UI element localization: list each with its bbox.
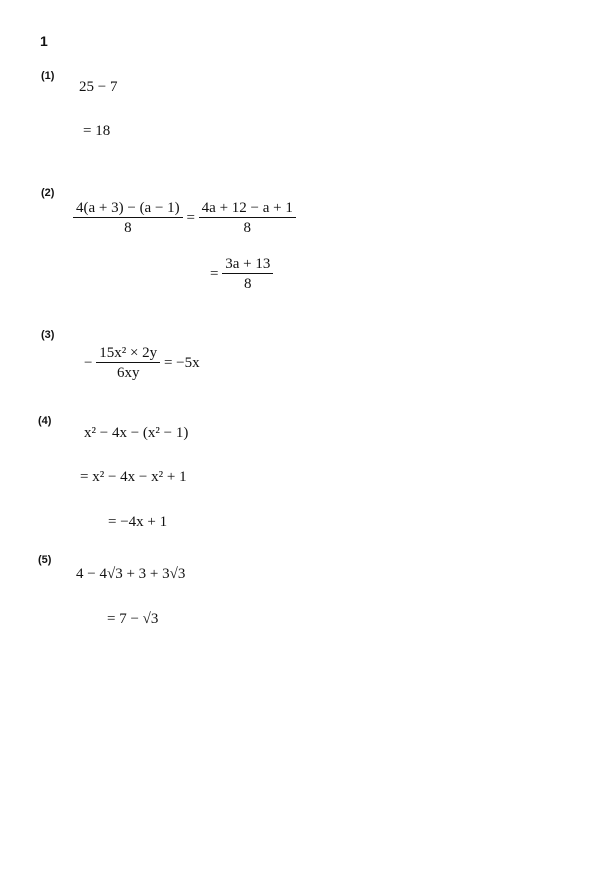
problem-4-line-3: = −4x + 1	[108, 514, 168, 530]
problem-4-label: (4)	[38, 415, 52, 427]
problem-3-fraction	[96, 344, 160, 383]
fraction-denominator: 8	[244, 276, 252, 292]
problem-1-label: (1)	[41, 70, 55, 82]
problem-1-line-2: = 18	[83, 123, 111, 139]
fraction-numerator: 3a + 13	[222, 255, 273, 274]
fraction-denominator: 8	[124, 220, 132, 236]
problem-2-fraction-2	[199, 199, 296, 238]
problem-2-label: (2)	[41, 187, 55, 199]
problem-5-line-2: = 7 − √3	[107, 611, 159, 627]
problem-1-expression: 25 − 7	[79, 79, 118, 95]
problem-4-line-2: = x² − 4x − x² + 1	[80, 469, 187, 485]
problem-2-fraction-3	[222, 255, 273, 294]
fraction-numerator: 4(a + 3) − (a − 1)	[73, 199, 183, 218]
problem-5-label: (5)	[38, 554, 52, 566]
fraction-numerator: 15x² × 2y	[96, 344, 160, 363]
problem-3-label: (3)	[41, 329, 55, 341]
problem-3-result: = −5x	[163, 354, 200, 371]
minus-sign: −	[84, 354, 93, 371]
problem-3-line-1	[84, 344, 200, 383]
problem-1-line-1	[79, 79, 117, 96]
problem-5-line-1: 4 − 4√3 + 3 + 3√3	[76, 566, 186, 582]
fraction-denominator: 6xy	[116, 365, 140, 381]
problem-4-line-1: x² − 4x − (x² − 1)	[84, 425, 189, 441]
fraction-denominator: 8	[243, 220, 251, 236]
problem-2-line-2	[210, 255, 273, 294]
problem-2-line-1	[73, 199, 296, 238]
equals-sign: =	[210, 265, 219, 282]
fraction-numerator: 4a + 12 − a + 1	[199, 199, 296, 218]
equals-sign: =	[186, 209, 195, 226]
problem-2-fraction-1	[73, 199, 183, 238]
document-number: 1	[40, 33, 48, 49]
